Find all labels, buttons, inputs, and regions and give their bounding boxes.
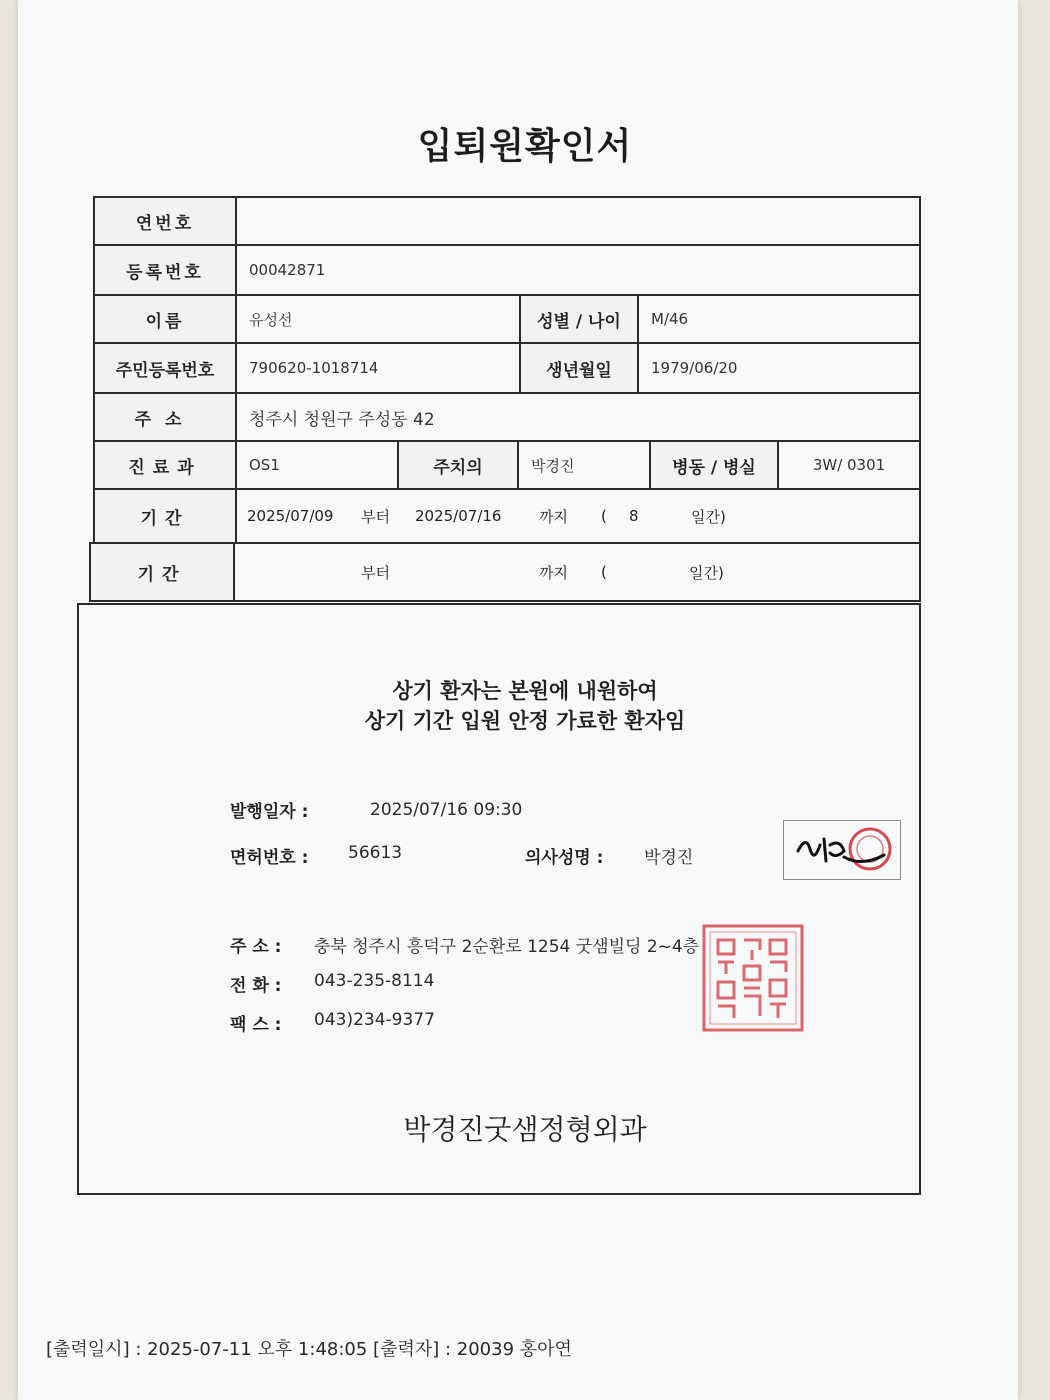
document-title: 입퇴원확인서 xyxy=(417,126,633,167)
period2-to-word: 까지 xyxy=(539,563,568,582)
statement-line-2: 상기 기간 입원 안정 가료한 환자임 xyxy=(364,709,686,733)
sexage-label: 성별 / 나이 xyxy=(519,296,639,342)
period1-days: 8 xyxy=(629,507,639,525)
table-row xyxy=(93,244,921,294)
serial-label: 연번호 xyxy=(95,198,237,244)
hospital-name: 박경진굿샘정형외과 xyxy=(403,1113,647,1146)
addr-value: 청주시 청원구 주성동 42 xyxy=(249,409,435,430)
table-row xyxy=(93,440,921,488)
dept-value: OS1 xyxy=(249,456,280,474)
print-footer: [출력일시] : 2025-07-11 오후 1:48:05 [출력자] : 20039 홍아연 xyxy=(46,1339,572,1360)
contact-phone-value: 043-235-8114 xyxy=(314,971,435,991)
table-row xyxy=(93,342,921,392)
rrn-label: 주민등록번호 xyxy=(95,344,237,392)
table-row xyxy=(93,488,921,542)
contact-phone-label: 전 화 : xyxy=(230,976,282,996)
period2-days-word: 일간) xyxy=(689,563,724,582)
table-row xyxy=(93,294,921,342)
birth-value: 1979/06/20 xyxy=(651,359,738,377)
name-label: 이름 xyxy=(95,296,237,342)
ward-label: 병동 / 병실 xyxy=(649,442,779,488)
serial-value xyxy=(237,198,919,244)
ward-value: 3W/ 0301 xyxy=(812,456,886,474)
dept-label: 진료과 xyxy=(95,442,237,488)
reg-value: 00042871 xyxy=(249,261,326,279)
doctor-name-label: 의사성명 : xyxy=(525,848,604,868)
hospital-seal-stamp xyxy=(700,922,806,1034)
issue-date-value: 2025/07/16 09:30 xyxy=(370,800,523,820)
period2-from-word: 부터 xyxy=(361,563,390,582)
rrn-value: 790620-1018714 xyxy=(249,359,379,377)
table-row xyxy=(89,542,921,602)
doctor-signature-box xyxy=(783,820,901,880)
period1-to-date: 2025/07/16 xyxy=(415,507,502,525)
period1-open-paren: ( xyxy=(601,507,607,525)
sexage-value: M/46 xyxy=(651,310,689,328)
table-row xyxy=(93,392,921,440)
period2-label: 기간 xyxy=(91,544,235,600)
name-value: 유성선 xyxy=(249,310,293,329)
doctor-label: 주치의 xyxy=(397,442,519,488)
license-label: 면허번호 : xyxy=(230,848,309,868)
license-value: 56613 xyxy=(348,843,403,863)
statement-line-1: 상기 환자는 본원에 내원하여 xyxy=(392,679,658,703)
doctor-name-value: 박경진 xyxy=(644,848,694,868)
contact-addr-label: 주 소 : xyxy=(230,937,282,957)
doctor-value: 박경진 xyxy=(531,456,575,475)
table-row xyxy=(93,196,921,244)
contact-addr-value: 충북 청주시 흥덕구 2순환로 1254 굿샘빌딩 2~4층 xyxy=(314,937,700,957)
contact-fax-value: 043)234-9377 xyxy=(314,1010,435,1030)
period1-label: 기간 xyxy=(95,490,237,542)
issue-date-label: 발행일자 : xyxy=(230,802,309,822)
period2-open-paren: ( xyxy=(601,563,607,581)
reg-label: 등록번호 xyxy=(95,246,237,294)
period1-to-word: 까지 xyxy=(539,507,568,526)
contact-fax-label: 팩 스 : xyxy=(230,1015,282,1035)
period1-from-date: 2025/07/09 xyxy=(247,507,334,525)
period1-days-word: 일간) xyxy=(691,507,726,526)
period1-from-word: 부터 xyxy=(361,507,390,526)
addr-label: 주소 xyxy=(95,394,237,440)
signature-stamp-image xyxy=(784,821,902,881)
birth-label: 생년월일 xyxy=(519,344,639,392)
